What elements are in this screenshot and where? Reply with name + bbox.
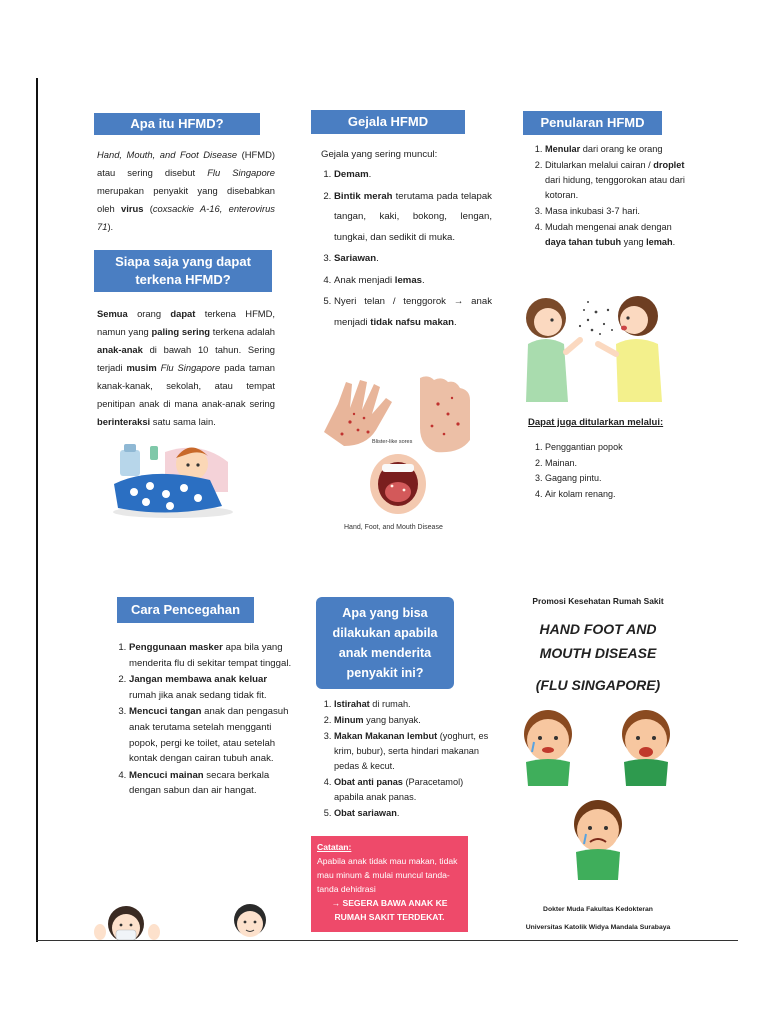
note-action: → SEGERA BAWA ANAK KE RUMAH SAKIT TERDEKAT. bbox=[331, 898, 448, 922]
list-item: 2. Minum yang banyak. bbox=[334, 713, 494, 728]
penularan-lain-list bbox=[529, 440, 685, 502]
pencegahan-list bbox=[113, 640, 295, 800]
sick-children-illustration bbox=[512, 704, 684, 886]
cover-title-line1: HAND FOOT AND bbox=[539, 621, 657, 637]
list-item: 5. Obat sariawan. bbox=[334, 806, 494, 821]
footer-line1: Dokter Muda Fakultas Kedokteran bbox=[543, 906, 653, 913]
list-item: 3. Gagang pintu. bbox=[545, 471, 685, 486]
para-siapa-terkena: Semua orang dapat terkena HFMD, namun yang paling sering terkena adalah anak-anak di bawah 10 tahun. Sering terjadi musim Flu Singapore pada taman kanak-kanak, sekolah, atau tempat penitipan anak di mana anak-anak sering berinteraksi satu sama lain. bbox=[97, 308, 276, 427]
catatan-note-box bbox=[311, 836, 468, 932]
note-title: Catatan: bbox=[317, 842, 352, 852]
list-item: 1. Istirahat di rumah. bbox=[334, 697, 494, 712]
cover-title-line3: (FLU SINGAPORE) bbox=[535, 677, 661, 693]
penularan-list bbox=[529, 142, 691, 251]
sneezing-women-illustration bbox=[518, 290, 668, 406]
header-cara-pencegahan: Cara Pencegahan bbox=[117, 597, 254, 623]
promo-label: Promosi Kesehatan Rumah Sakit bbox=[532, 596, 664, 606]
blister-label: Blister-like sores bbox=[372, 439, 413, 445]
header-penularan-hfmd: Penularan HFMD bbox=[523, 111, 662, 135]
list-item: 3. Mencuci tangan anak dan pengasuh anak terutama setelah mengganti popok, pergi ke toilet, atau setelah kontak dengan cairan tubuh anak. bbox=[129, 704, 295, 766]
penanganan-list bbox=[318, 697, 494, 822]
list-item: 4. Obat anti panas (Paracetamol) apabila anak panas. bbox=[334, 775, 494, 805]
header-siapa-terkena: Siapa saja yang dapat terkena HFMD? bbox=[94, 250, 272, 292]
symptoms-photo-caption: Hand, Foot, and Mouth Disease bbox=[344, 524, 443, 531]
sick-boy-right bbox=[622, 710, 670, 786]
list-item: 2. Bintik merah terutama pada telapak tangan, kaki, bokong, lengan, tungkai, dan sedikit di muka. bbox=[334, 187, 492, 249]
hfmd-symptoms-photo bbox=[320, 374, 478, 520]
footer-line2: Universitas Katolik Widya Mandala Surabaya bbox=[525, 924, 671, 931]
crying-boy-left bbox=[524, 710, 572, 786]
list-item: 4. Mudah mengenai anak dengan daya tahan tubuh yang lemah. bbox=[545, 220, 691, 250]
gejala-intro: Gejala yang sering muncul: bbox=[321, 149, 438, 160]
gejala-list bbox=[318, 165, 492, 334]
para-apa-itu-hfmd: Hand, Mouth, and Foot Disease (HFMD) atau sering disebut Flu Singapore merupakan penyakit yang disebabkan oleh virus (coxsackie A-16, enterovirus 71). bbox=[97, 149, 276, 232]
cover-title-line2: MOUTH DISEASE bbox=[539, 645, 657, 661]
list-item: 1. Menular dari orang ke orang bbox=[545, 142, 691, 157]
header-apa-yang-bisa-dilakukan: Apa yang bisa dilakukan apabila anak menderita penyakit ini? bbox=[316, 597, 454, 689]
list-item: 1. Penggantian popok bbox=[545, 440, 685, 455]
list-item: 2. Mainan. bbox=[545, 456, 685, 471]
header-dapat-juga: Dapat juga ditularkan melalui: bbox=[528, 417, 664, 428]
list-item: 4. Air kolam renang. bbox=[545, 487, 685, 502]
list-item: 1. Demam. bbox=[334, 165, 492, 186]
header-apa-itu-hfmd: Apa itu HFMD? bbox=[94, 113, 260, 135]
sick-child-in-bed-illustration bbox=[110, 432, 236, 520]
list-item: 1. Penggunaan masker apa bila yang menderita flu di sekitar tempat tinggal. bbox=[129, 640, 295, 671]
children-masks-illustration bbox=[92, 898, 280, 940]
note-body: Apabila anak tidak mau makan, tidak mau minum & mulai muncul tanda-tanda dehidrasi bbox=[317, 856, 458, 894]
list-item: 2. Ditularkan melalui cairan / droplet dari hidung, tenggorokan atau dari kotoran. bbox=[545, 158, 691, 203]
list-item: 4. Anak menjadi lemas. bbox=[334, 271, 492, 292]
list-item: 5. Nyeri telan / tenggorok → anak menjadi tidak nafsu makan. bbox=[334, 292, 492, 333]
list-item: 2. Jangan membawa anak keluar rumah jika anak sedang tidak fit. bbox=[129, 672, 295, 703]
page-bottom-border bbox=[36, 940, 738, 941]
list-item: 3. Sariawan. bbox=[334, 249, 492, 270]
list-item: 4. Mencuci mainan secara berkala dengan sabun dan air hangat. bbox=[129, 768, 295, 799]
list-item: 3. Masa inkubasi 3-7 hari. bbox=[545, 204, 691, 219]
page-left-border bbox=[36, 78, 38, 942]
list-item: 3. Makan Makanan lembut (yoghurt, es krim, bubur), serta hindari makanan pedas & kecut. bbox=[334, 729, 494, 774]
crying-boy-bottom bbox=[574, 800, 622, 880]
header-gejala-hfmd: Gejala HFMD bbox=[311, 110, 465, 134]
